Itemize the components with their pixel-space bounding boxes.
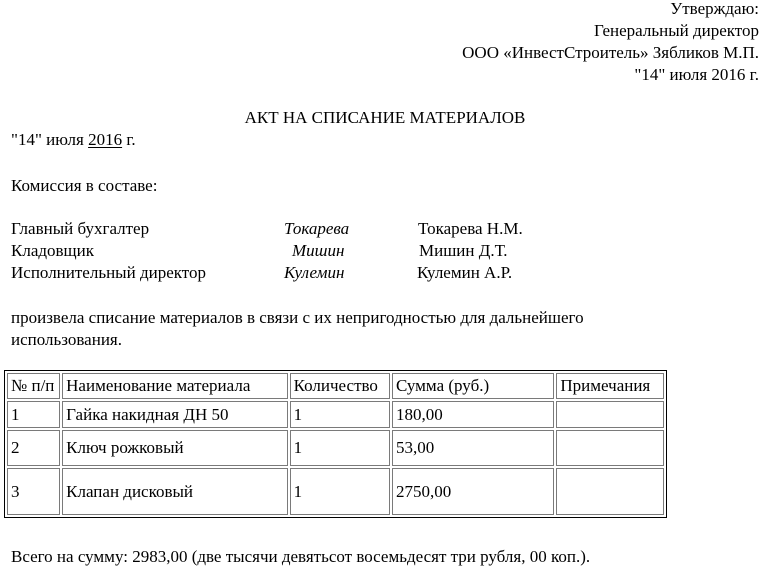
member-position: Исполнительный директор — [11, 263, 206, 282]
header-cell-notes: Примечания — [556, 373, 664, 399]
approver-position: Генеральный директор — [593, 21, 759, 40]
table-row — [7, 430, 664, 466]
table-cell: 3 — [7, 468, 60, 515]
table-cell — [556, 468, 664, 515]
table-cell: 53,00 — [392, 430, 554, 466]
header-cell-material: Наименование материала — [62, 373, 288, 399]
member-name: Кулемин А.Р. — [417, 263, 513, 282]
table-header-row — [7, 373, 664, 399]
table-row — [7, 401, 664, 428]
date-day: "14" — [11, 130, 42, 149]
total-sum: Всего на сумму: 2983,00 (две тысячи девятьсот восемьдесят три рубля, 00 коп.). — [11, 547, 591, 566]
table-row — [7, 468, 664, 515]
table-cell: 1 — [7, 401, 60, 428]
table-cell: Гайка накидная ДН 50 — [62, 401, 288, 428]
approval-label: Утверждаю: — [670, 0, 759, 18]
table-cell: 1 — [290, 468, 390, 515]
member-position: Главный бухгалтер — [11, 219, 150, 238]
table-cell: 180,00 — [392, 401, 554, 428]
approval-date: "14" июля 2016 г. — [634, 65, 759, 84]
statement-line: произвела списание материалов в связи с их непригодностью для дальнейшего — [11, 308, 584, 327]
table-cell: Клапан дисковый — [62, 468, 288, 515]
statement-line: использования. — [11, 330, 122, 349]
date-suffix: г. — [126, 130, 136, 149]
member-signature: Кулемин — [284, 263, 345, 282]
document-title: АКТ НА СПИСАНИЕ МАТЕРИАЛОВ — [244, 108, 526, 127]
member-signature: Мишин — [292, 241, 345, 260]
approver-company-name: ООО «ИнвестСтроитель» Зябликов М.П. — [462, 43, 759, 62]
member-signature: Токарева — [284, 219, 350, 238]
member-position: Кладовщик — [11, 241, 94, 260]
header-cell-quantity: Количество — [290, 373, 390, 399]
commission-label: Комиссия в составе: — [11, 176, 158, 195]
table-cell — [556, 430, 664, 466]
date-year: 2016 — [88, 130, 123, 149]
member-name: Токарева Н.М. — [418, 219, 523, 238]
member-name: Мишин Д.Т. — [419, 241, 508, 260]
materials-table — [4, 370, 667, 518]
table-cell: Ключ рожковый — [62, 430, 288, 466]
table-cell: 1 — [290, 430, 390, 466]
table-cell: 1 — [290, 401, 390, 428]
header-cell-number: № п/п — [7, 373, 60, 399]
table-cell: 2 — [7, 430, 60, 466]
document-date — [11, 130, 136, 150]
date-month: июля — [46, 130, 84, 149]
header-cell-sum: Сумма (руб.) — [392, 373, 554, 399]
table-cell — [556, 401, 664, 428]
table-cell: 2750,00 — [392, 468, 554, 515]
